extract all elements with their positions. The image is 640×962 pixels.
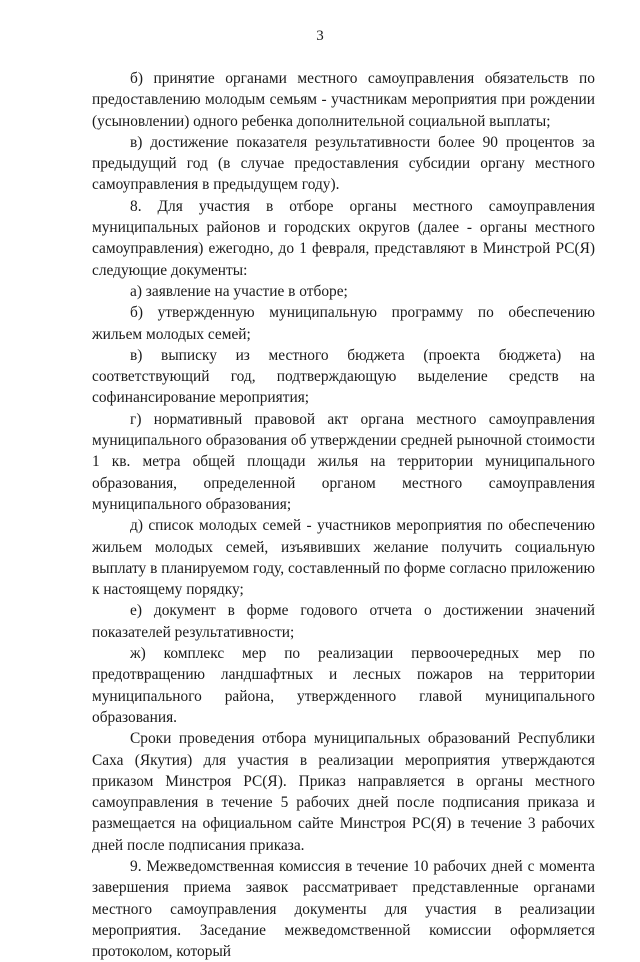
document-body: [92, 68, 595, 962]
paragraph-8zh: ж) комплекс мер по реализации первоочередных мер по предотвращению ландшафтных и лесных пожаров на территории муниципального района, утвержденного главой муниципального образования.: [92, 645, 595, 726]
paragraph-8g: г) нормативный правовой акт органа местного самоуправления муниципального образования об утверждении средней рыночной стоимости 1 кв. метра общей площади жилья на территории муниципального образования, определенной органом местного самоуправления муниципального образования;: [92, 410, 595, 513]
paragraph-8e: е) документ в форме годового отчета о достижении значений показателей результативности;: [92, 602, 595, 641]
paragraph-8a: а) заявление на участие в отборе;: [130, 282, 348, 300]
paragraph-selection-deadlines: Сроки проведения отбора муниципальных образований Республики Саха (Якутия) для участия в реализации мероприятия утверждаются приказом Минстроя РС(Я). Приказ направляется в органы местного самоуправления в течение 5 рабочих дней после подписания приказа и размещается на официальном сайте Минстроя РС(Я) в течение 3 рабочих дней после подписания приказа.: [92, 730, 595, 854]
paragraph-8b: б) утвержденную муниципальную программу по обеспечению жильем молодых семей;: [92, 304, 595, 343]
paragraph-8: 8. Для участия в отборе органы местного самоуправления муниципальных районов и городских округов (далее - органы местного самоуправления) ежегодно, до 1 февраля, представляют в Минстрой РС(Я) следующие документы:: [92, 197, 595, 279]
paragraph-8d: д) список молодых семей - участников мероприятия по обеспечению жильем молодых семей, изъявивших желание получить социальную выплату в планируемом году, составленный по форме согласно приложению к настоящему порядку;: [92, 517, 595, 599]
paragraph-8v: в) выписку из местного бюджета (проекта бюджета) на соответствующий год, подтверждающую выделение средств на софинансирование мероприятия;: [92, 346, 595, 407]
page-number: 3: [316, 28, 324, 44]
paragraph-6v: в) достижение показателя результативности более 90 процентов за предыдущий год (в случае предоставления субсидии органу местного самоуправления в предыдущем году).: [92, 133, 595, 194]
paragraph-9: 9. Межведомственная комиссия в течение 10 рабочих дней с момента завершения приема заявок рассматривает представленные органами местного самоуправления документы для участия в реализации мероприятия. Заседание межведомственной комиссии оформляется протоколом, который: [92, 857, 595, 961]
paragraph-6b: б) принятие органами местного самоуправления обязательств по предоставлению молодым семьям - участникам мероприятия при рождении (усыновлении) одного ребенка дополнительной социальной выплаты;: [92, 70, 595, 130]
